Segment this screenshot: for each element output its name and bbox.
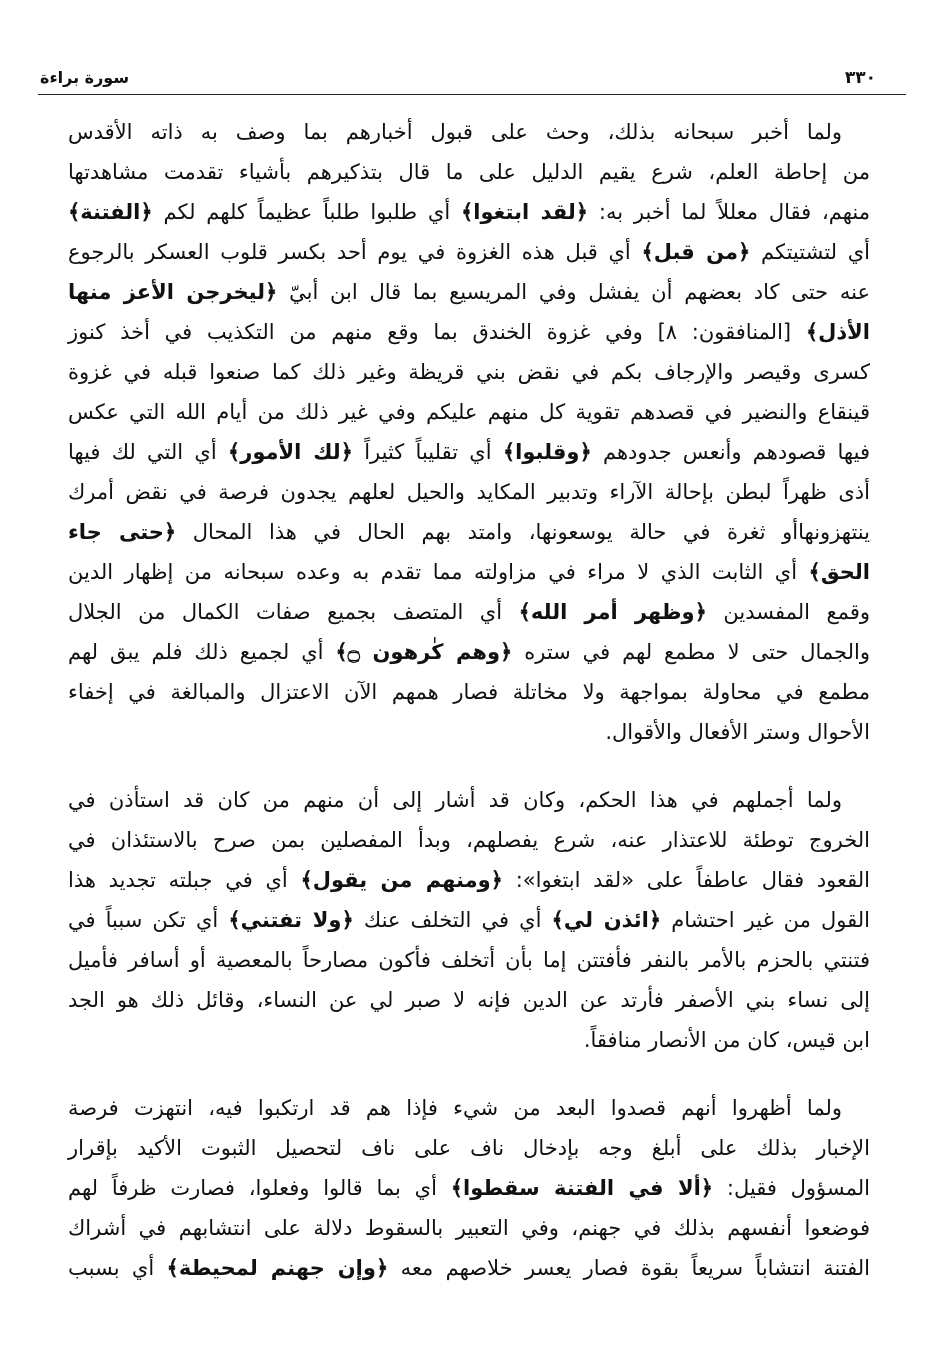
text-line: [68, 152, 870, 192]
text-line: [68, 900, 870, 940]
text-segment: الإخبار بذلك على أبلغ وجه بإدخال ناف على ناف لتحصيل الثبوت الأكيد بإقرار: [68, 1136, 870, 1160]
paragraph: [68, 780, 870, 1060]
text-line: [68, 312, 870, 352]
quran-quote: ﴿وإن جهنم لمحيطة﴾: [166, 1256, 389, 1280]
text-segment: أي بما قالوا وفعلوا، فصارت ظرفاً لهم: [68, 1176, 451, 1200]
text-segment: أي التي لك فيها: [68, 440, 228, 464]
text-segment: أي لتشتيتكم: [750, 240, 870, 264]
text-line: [68, 472, 870, 512]
text-segment: الخروج توطئة للاعتذار عنه، شرع يفصلهم، وبدأ المفصلين بمن صرح بالاستئذان في: [68, 828, 870, 852]
text-line: [68, 980, 870, 1020]
text-segment: [المنافقون: ٨] وفي غزوة الخندق بما وقع منهم من التكذيب في أخذ كنوز: [68, 320, 806, 344]
text-segment: فوضعوا أنفسهم بذلك في جهنم، وفي التعبير بالسقوط دلالة على انتشابهم في أشراك: [68, 1216, 870, 1240]
text-segment: القعود فقال عاطفاً على «لقد ابتغوا»:: [502, 868, 871, 892]
text-line: [68, 860, 870, 900]
text-segment: كسرى وقيصر والإرجاف بكم في نقض بني قريظة وغير ذلك كما صنعوا قبله في غزوة: [68, 360, 870, 384]
text-segment: من إحاطة العلم، شرع يقيم الدليل على ما قال بتذكيرهم بأشياء تقدمت مشاهدتها: [68, 160, 870, 184]
text-segment: عنه حتى كاد بعضهم أن يفشل وفي المريسيع بما قال ابن أبيّ: [277, 280, 871, 304]
text-segment: ابن قيس، كان من الأنصار منافقاً.: [583, 1028, 870, 1052]
quran-quote: ﴿وهم كٰرهون ۝﴾: [335, 640, 513, 664]
quran-quote: ﴿لقد ابتغوا﴾: [460, 200, 589, 224]
quran-quote: ﴿ومنهم من يقول﴾: [300, 868, 503, 892]
quran-quote: ﴿ليخرجن الأعز منها: [68, 280, 278, 304]
text-segment: إلى نساء بني الأصفر فأرتد عن الدين فإنه لا صبر لي عن النساء، وقائل ذلك هو الجد: [68, 988, 870, 1012]
text-line: [68, 232, 870, 272]
text-segment: الأحوال وستر الأفعال والأقوال.: [605, 720, 870, 744]
text-segment: أي تكن سبباً في: [68, 908, 229, 932]
quran-quote: ﴿وقلبوا﴾: [502, 440, 592, 464]
text-line: [68, 352, 870, 392]
text-line: [68, 672, 870, 712]
text-segment: ولما أجملهم في هذا الحكم، وكان قد أشار إلى أن منهم من كان قد استأذن في: [68, 788, 842, 812]
text-segment: ولما أظهروا أنهم قصدوا البعد من شيء فإذا هم قد ارتكبوا فيه، انتهزت فرصة: [68, 1096, 842, 1120]
text-line: [68, 272, 870, 312]
text-segment: أي في التخلف عنك: [353, 908, 552, 932]
quran-quote: ﴿من قبل﴾: [641, 240, 751, 264]
paragraph: [68, 112, 870, 752]
text-line: [68, 512, 870, 552]
text-segment: أي طلبوا طلباً عظيماً كلهم لكم: [152, 200, 461, 224]
text-segment: منهم، فقال معللاً لما أخبر به:: [588, 200, 870, 224]
text-line: [68, 192, 870, 232]
quran-quote: ﴿ولا تفتني﴾: [228, 908, 354, 932]
text-segment: مطمع في محاولة بمواجهة ولا مخاتلة فصار همهم الآن الاعتزال والمبالغة في إخفاء: [68, 680, 870, 704]
text-segment: أي في جبلته تجديد هذا: [68, 868, 301, 892]
text-segment: فيها قصودهم وأنعس جدودهم: [591, 440, 870, 464]
quran-quote: ﴿ألا في الفتنة سقطوا﴾: [450, 1176, 714, 1200]
text-line: [68, 1208, 870, 1248]
page-header: [38, 62, 906, 95]
quran-quote: الأذل﴾: [805, 320, 870, 344]
text-line: [68, 1128, 870, 1168]
surah-title: سورة براءة: [40, 68, 130, 87]
text-line: [68, 712, 870, 752]
quran-quote: ﴿حتى جاء: [68, 520, 177, 544]
text-segment: المسؤول فقيل:: [713, 1176, 870, 1200]
quran-quote: ﴿وظهر أمر الله﴾: [518, 600, 707, 624]
text-line: [68, 780, 870, 820]
text-segment: أذى ظهراً لبطن بإحالة الآراء وتدبير المكايد والحيل لعلهم يجدون فرصة في نقض أمرك: [68, 480, 870, 504]
text-segment: القول من غير احتشام: [661, 908, 870, 932]
text-line: [68, 552, 870, 592]
text-line: [68, 1168, 870, 1208]
page-body: [68, 112, 870, 1288]
text-segment: أي المتصف بجميع صفات الكمال من الجلال: [68, 600, 519, 624]
paragraph: [68, 1088, 870, 1288]
text-segment: أي تقليباً كثيراً: [352, 440, 503, 464]
quran-quote: ﴿ائذن لي﴾: [551, 908, 662, 932]
text-line: [68, 392, 870, 432]
text-line: [68, 112, 870, 152]
text-segment: أي لجميع ذلك فلم يبق لهم: [68, 640, 336, 664]
text-line: [68, 1248, 870, 1288]
text-segment: قينقاع والنضير في قصدهم تقوية كل منهم عليكم وفي غير ذلك من أيام الله التي عكس: [68, 400, 870, 424]
text-line: [68, 1020, 870, 1060]
quran-quote: ﴿لك الأمور﴾: [227, 440, 353, 464]
text-segment: ينتهزونهاأو ثغرة في حالة يوسعونها، وامتد بهم الحال في هذا المحال: [176, 520, 870, 544]
text-segment: أي بسبب: [68, 1256, 167, 1280]
quran-quote: الحق﴾: [808, 560, 870, 584]
text-line: [68, 592, 870, 632]
text-segment: وقمع المفسدين: [706, 600, 870, 624]
text-segment: والجمال حتى لا مطمع لهم في ستره: [512, 640, 870, 664]
text-segment: أي الثابت الذي لا مراء في مزاولته مما تقدم به وعده سبحانه من إظهار الدين: [68, 560, 809, 584]
text-line: [68, 940, 870, 980]
text-segment: فتنتي بالحزم بالأمر بالنفر فأفتتن إما بأن أتخلف فأكون مصارحاً بالمعصية أو أسافر فأميل: [68, 948, 870, 972]
quran-quote: ﴿الفتنة﴾: [68, 200, 153, 224]
text-line: [68, 432, 870, 472]
text-line: [68, 632, 870, 672]
page-number: ٣٣٠: [844, 68, 876, 88]
text-line: [68, 1088, 870, 1128]
text-segment: الفتنة انتشاباً سريعاً بقوة فصار يعسر خلاصهم معه: [388, 1256, 870, 1280]
text-segment: أي قبل هذه الغزوة في يوم أحد بكسر قلوب العسكر بالرجوع: [68, 240, 642, 264]
text-line: [68, 820, 870, 860]
text-segment: ولما أخبر سبحانه بذلك، وحث على قبول أخبارهم بما وصف به ذاته الأقدس: [68, 120, 842, 144]
